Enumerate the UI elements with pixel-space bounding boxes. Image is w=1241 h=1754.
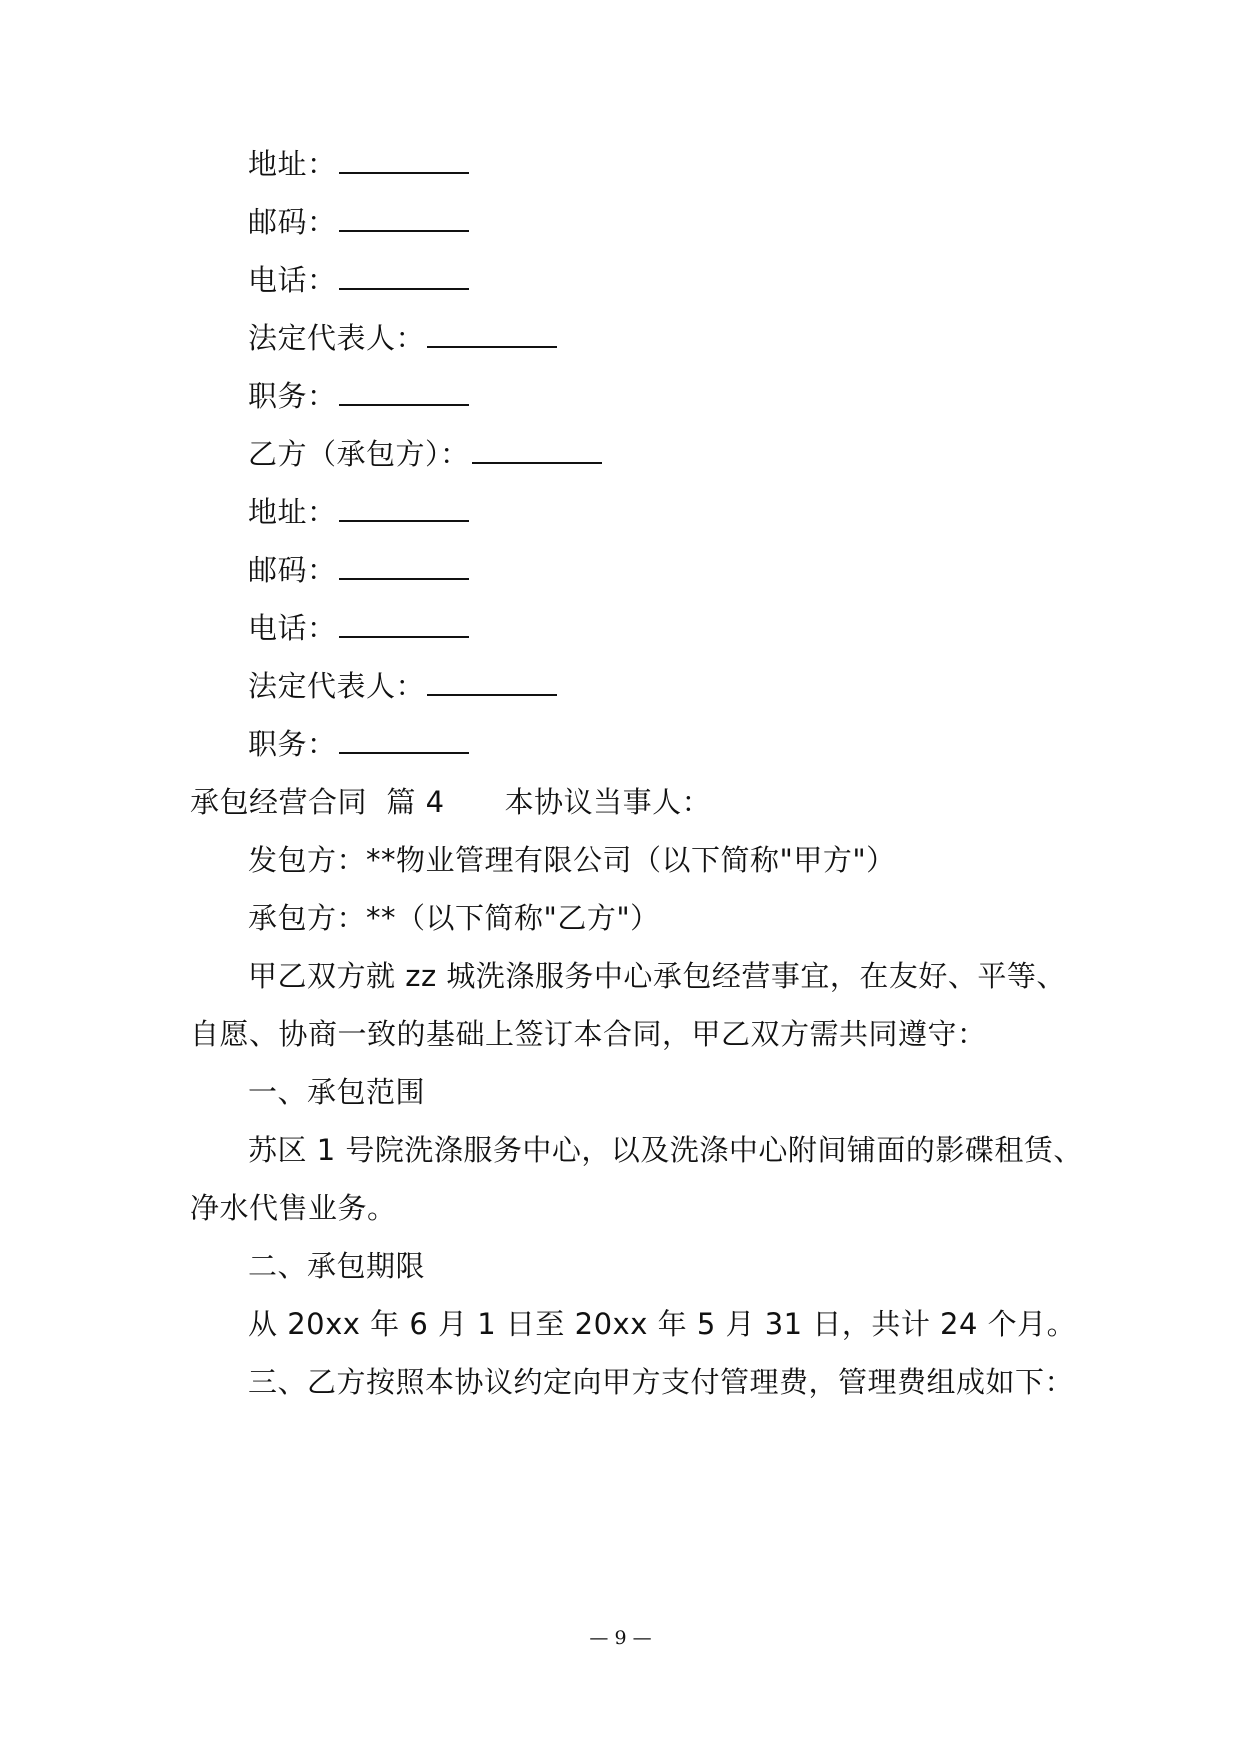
clause-3-text: 三、乙方按照本协议约定向甲方支付管理费，管理费组成如下： (248, 1365, 1075, 1399)
party-b-position-line (248, 724, 469, 764)
phone-blank (339, 260, 469, 290)
address-label: 地址： (248, 147, 337, 181)
position-label: 职务： (248, 727, 337, 761)
position-label: 职务： (248, 379, 337, 413)
clause-2-title: 二、承包期限 (248, 1249, 426, 1283)
party-a-postcode-line (248, 202, 469, 242)
party-a-phone-line (248, 260, 469, 300)
section-title: 承包经营合同 篇 4 (190, 785, 445, 819)
postcode-label: 邮码： (248, 553, 337, 587)
address-blank (339, 144, 469, 174)
party-a-legal-rep-line (248, 318, 557, 358)
legal-rep-label: 法定代表人： (248, 669, 426, 703)
party-b-postcode-line (248, 550, 469, 590)
postcode-blank (339, 202, 469, 232)
intro-paragraph-line-2: 自愿、协商一致的基础上签订本合同，甲乙双方需共同遵守： (190, 1017, 987, 1051)
postcode-blank (339, 550, 469, 580)
phone-label: 电话： (248, 263, 337, 297)
address-blank (339, 492, 469, 522)
position-blank (339, 724, 469, 754)
page-number: — 9 — (589, 1627, 652, 1649)
section-subtitle: 本协议当事人： (504, 785, 712, 819)
clause-2-text: 从 20xx 年 6 月 1 日至 20xx 年 5 月 31 日，共计 24 个月。 (248, 1307, 1077, 1341)
phone-label: 电话： (248, 611, 337, 645)
legal-rep-blank (427, 318, 557, 348)
legal-rep-label: 法定代表人： (248, 321, 426, 355)
position-blank (339, 376, 469, 406)
party-a-position-line (248, 376, 469, 416)
party-b-name-blank (472, 434, 602, 464)
clause-1-line-2: 净水代售业务。 (190, 1191, 397, 1225)
party-b-legal-rep-line (248, 666, 557, 706)
party-b-address-line (248, 492, 469, 532)
phone-blank (339, 608, 469, 638)
party-b-phone-line (248, 608, 469, 648)
contractor-line: 发包方：**物业管理有限公司（以下简称"甲方"） (248, 843, 896, 877)
intro-paragraph-line-1: 甲乙双方就 zz 城洗涤服务中心承包经营事宜，在友好、平等、 (248, 959, 1066, 993)
clause-1-line-1: 苏区 1 号院洗涤服务中心，以及洗涤中心附间铺面的影碟租赁、 (248, 1133, 1083, 1167)
legal-rep-blank (427, 666, 557, 696)
party-b-heading-line (248, 434, 602, 474)
address-label: 地址： (248, 495, 337, 529)
section-heading-line (190, 782, 711, 822)
party-a-address-line (248, 144, 469, 184)
contractee-line: 承包方：**（以下简称"乙方"） (248, 901, 660, 935)
party-b-heading-label: 乙方（承包方）： (248, 437, 470, 471)
postcode-label: 邮码： (248, 205, 337, 239)
clause-1-title: 一、承包范围 (248, 1075, 426, 1109)
